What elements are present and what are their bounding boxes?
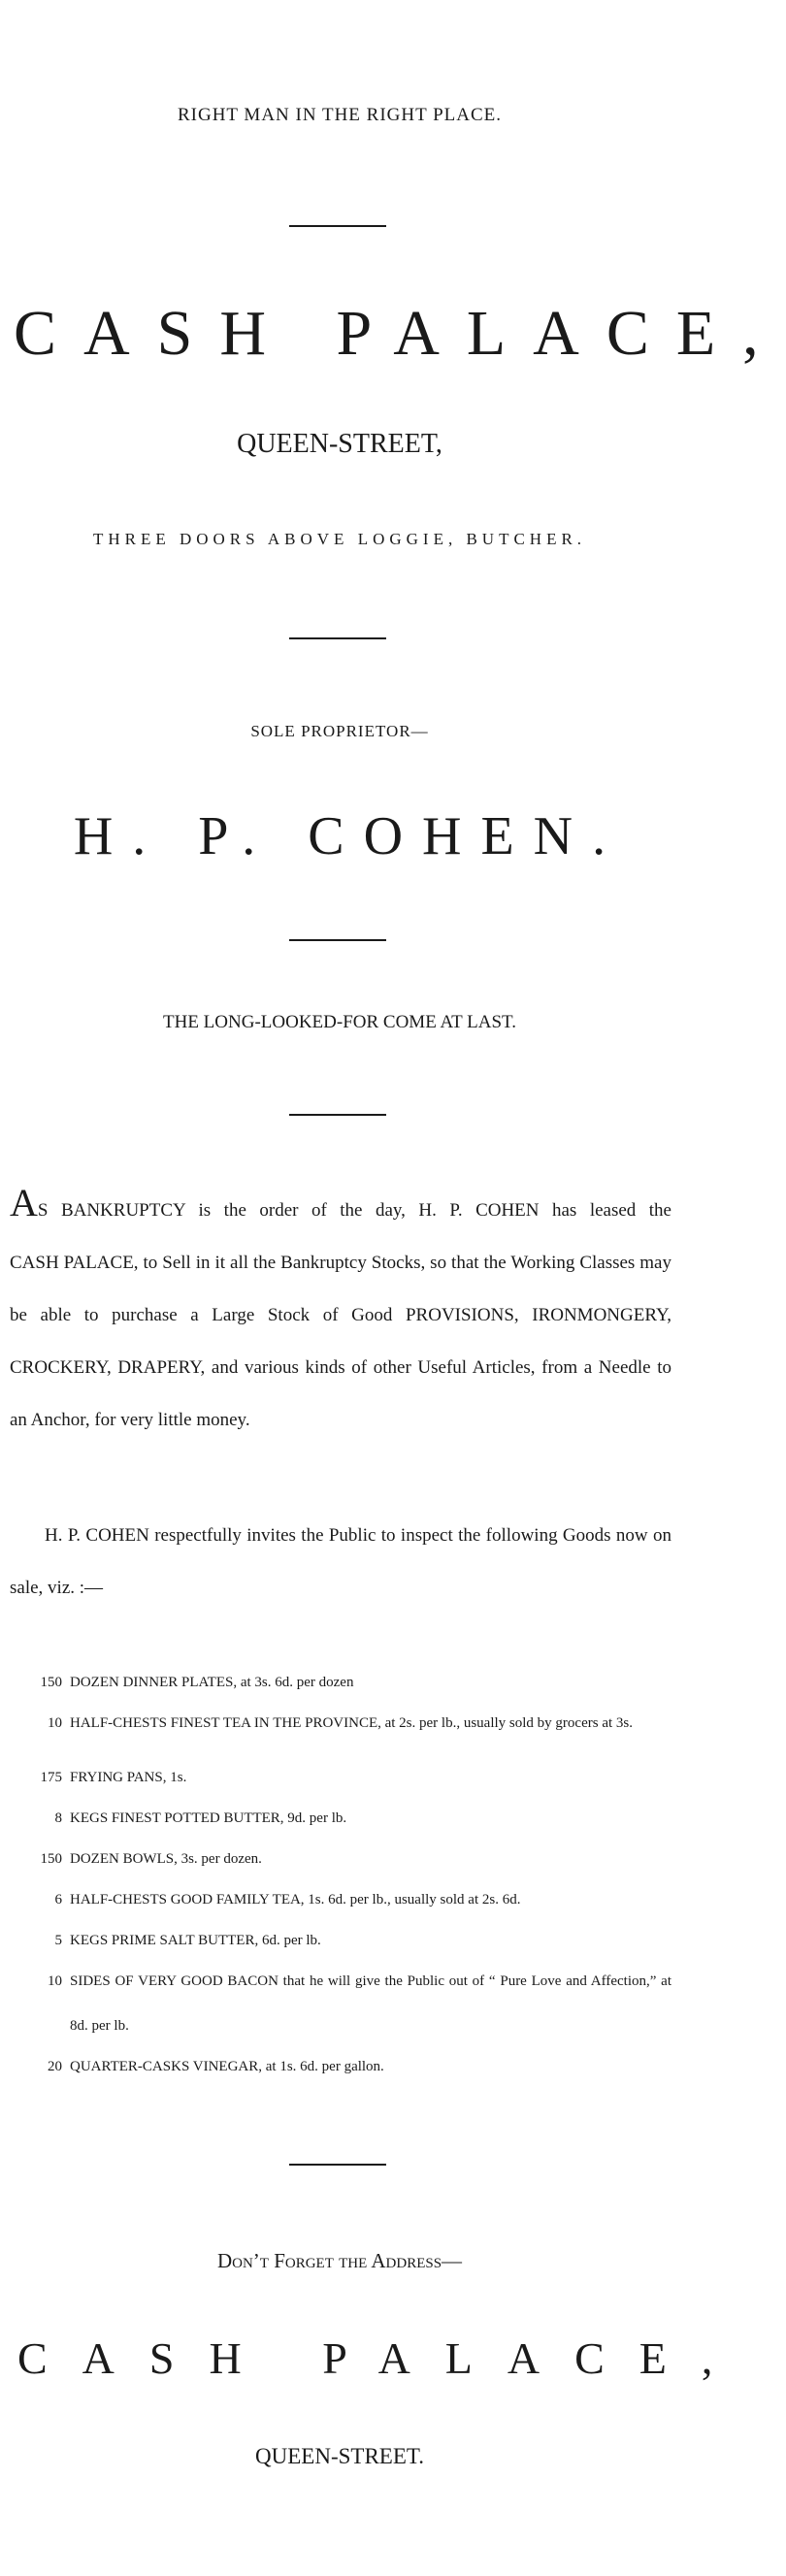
item-qty: 10 (48, 1973, 62, 1989)
footer-street: QUEEN-STREET. (255, 2444, 424, 2468)
street-heading: QUEEN-STREET, (237, 429, 442, 459)
item-text: FRYING PANS, 1s. (70, 1770, 187, 1785)
list-item (0, 1703, 679, 1757)
divider-2 (289, 637, 386, 639)
list-item (0, 1920, 679, 1961)
proprietor-label: SOLE PROPRIETOR— (250, 722, 429, 740)
shop-name-heading: CASH PALACE, (14, 298, 786, 369)
item-qty: 20 (48, 2059, 62, 2074)
divider-5 (289, 2164, 386, 2166)
item-qty: 8 (54, 1810, 62, 1826)
item-text: DOZEN DINNER PLATES, at 3s. 6d. per dozen (70, 1675, 354, 1690)
intro-line-1: S BANKRUPTCY is the order of the day, H. P. COHEN has leased the (37, 1200, 671, 1221)
item-text: DOZEN BOWLS, 3s. per dozen. (70, 1851, 262, 1867)
item-qty: 150 (40, 1851, 62, 1867)
footer-shop-name: CASH PALACE, (17, 2333, 748, 2383)
item-qty: 6 (54, 1892, 62, 1908)
list-item (0, 1662, 679, 1703)
list-item (0, 1879, 679, 1920)
item-qty: 175 (40, 1770, 62, 1785)
list-item (0, 1839, 679, 1879)
slogan: THE LONG-LOOKED-FOR COME AT LAST. (163, 1012, 516, 1032)
invitation-paragraph: H. P. COHEN respectfully invites the Public to inspect the following Goods now on sale, viz. :— (10, 1525, 671, 1598)
list-item (0, 1757, 679, 1798)
item-text: KEGS FINEST POTTED BUTTER, 9d. per lb. (70, 1810, 347, 1826)
item-qty: 10 (48, 1715, 62, 1731)
goods-list (0, 1662, 679, 2087)
list-item (0, 1798, 679, 1839)
divider-4 (289, 1114, 386, 1116)
list-item (0, 1961, 679, 2046)
intro-paragraph (10, 1181, 671, 1447)
divider-1 (289, 225, 386, 227)
item-text: QUARTER-CASKS VINEGAR, at 1s. 6d. per gallon. (70, 2059, 384, 2074)
item-text: SIDES OF VERY GOOD BACON that he will give the Public out of “ Pure Love and Affection,” at 8d. per lb. (70, 1973, 671, 2034)
directions: THREE DOORS ABOVE LOGGIE, BUTCHER. (92, 530, 587, 548)
item-text: KEGS PRIME SALT BUTTER, 6d. per lb. (70, 1933, 321, 1948)
list-item (0, 2046, 679, 2087)
intro-body: CASH PALACE, to Sell in it all the Bankruptcy Stocks, so that the Working Classes may be able to purchase a Large Stock of Good PROVISIONS, IRONMONGERY, CROCKERY, DRAPERY, and various kinds of other Useful Articles, from a Needle to an Anchor, for very little money. (10, 1253, 671, 1430)
item-text: HALF-CHESTS GOOD FAMILY TEA, 1s. 6d. per lb., usually sold at 2s. 6d. (70, 1892, 521, 1908)
item-text: HALF-CHESTS FINEST TEA IN THE PROVINCE, at 2s. per lb., usually sold by grocers at 3s. (70, 1715, 633, 1731)
item-qty: 150 (40, 1675, 62, 1690)
tagline: RIGHT MAN IN THE RIGHT PLACE. (177, 105, 503, 125)
address-reminder: Don’t Forget the Address— (216, 2249, 463, 2272)
drop-cap: A (10, 1181, 38, 1224)
divider-3 (289, 939, 386, 941)
item-qty: 5 (54, 1933, 62, 1948)
intro-first-line (10, 1181, 671, 1237)
proprietor-name: H. P. COHEN. (73, 806, 626, 866)
